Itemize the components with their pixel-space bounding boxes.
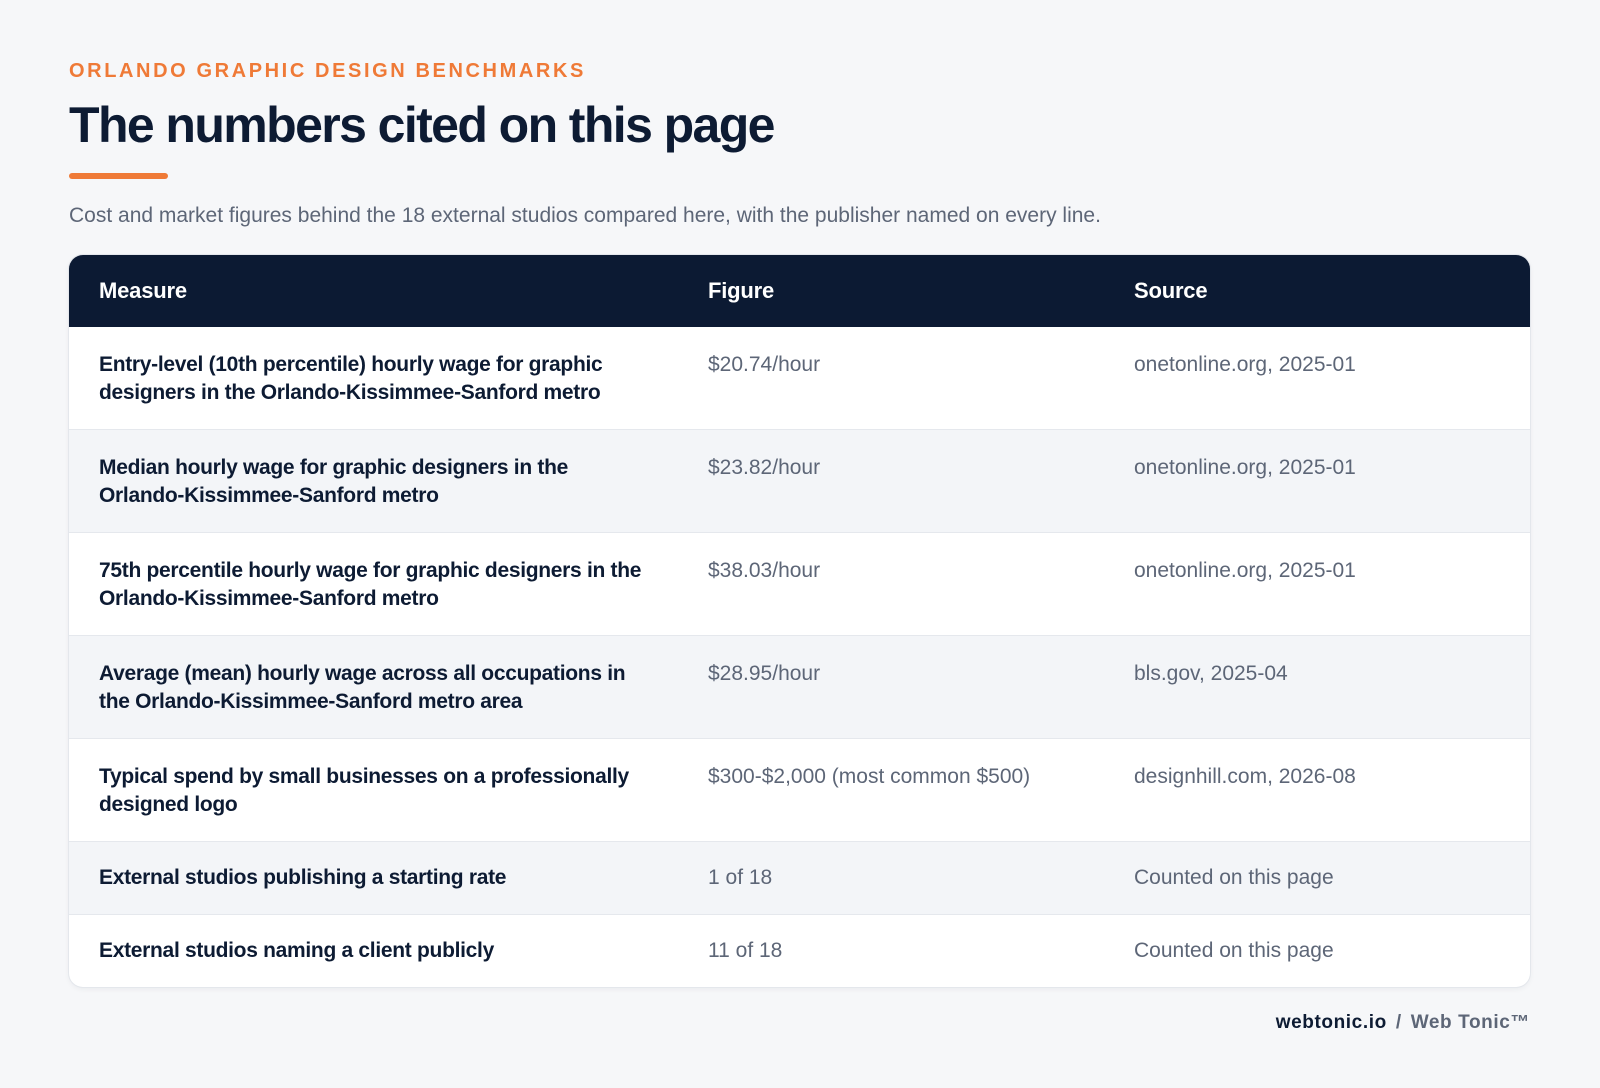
table-row xyxy=(69,327,1530,430)
footer-brand: Web Tonic™ xyxy=(1410,1012,1530,1033)
footer-domain: webtonic.io xyxy=(1275,1012,1387,1033)
source-cell: Counted on this page xyxy=(1104,842,1530,915)
footer-credit xyxy=(1276,1009,1530,1037)
source-cell: bls.gov, 2025-04 xyxy=(1104,636,1530,739)
source-cell: onetonline.org, 2025-01 xyxy=(1104,430,1530,533)
figure-cell: $38.03/hour xyxy=(678,533,1104,636)
measure-cell: Entry-level (10th percentile) hourly wage for graphic designers in the Orlando-Kissimmee-Sanford metro xyxy=(99,353,603,404)
figure-cell: $300-$2,000 (most common $500) xyxy=(678,739,1104,842)
table-row xyxy=(69,915,1530,988)
eyebrow-label: ORLANDO GRAPHIC DESIGN BENCHMARKS xyxy=(69,60,586,82)
figure-cell: $20.74/hour xyxy=(708,353,821,376)
source-cell: designhill.com, 2026-08 xyxy=(1104,739,1530,842)
column-header-figure: Figure xyxy=(678,255,1104,327)
measure-cell: Average (mean) hourly wage across all occupations in the Orlando-Kissimmee-Sanford metro area xyxy=(69,636,678,739)
table-row xyxy=(69,636,1530,739)
source-cell: Counted on this page xyxy=(1104,915,1530,988)
source-cell: onetonline.org, 2025-01 xyxy=(1104,533,1530,636)
table-row xyxy=(69,739,1530,842)
page-title: The numbers cited on this page xyxy=(69,97,774,153)
page-subtitle: Cost and market figures behind the 18 external studios compared here, with the publisher named on every line. xyxy=(69,204,1101,227)
benchmarks-page xyxy=(69,57,1530,987)
table-body xyxy=(69,327,1530,987)
measure-cell: 75th percentile hourly wage for graphic designers in the Orlando-Kissimmee-Sanford metro xyxy=(69,533,678,636)
title-accent-rule xyxy=(69,173,168,179)
benchmarks-table-card xyxy=(69,255,1530,987)
source-cell: onetonline.org, 2025-01 xyxy=(1134,353,1356,376)
table-header-row xyxy=(69,255,1530,327)
measure-cell: External studios naming a client publicly xyxy=(69,915,678,988)
figure-cell: $28.95/hour xyxy=(678,636,1104,739)
measure-cell: External studios publishing a starting rate xyxy=(69,842,678,915)
benchmarks-table xyxy=(69,255,1530,987)
table-row xyxy=(69,430,1530,533)
figure-cell: 1 of 18 xyxy=(678,842,1104,915)
measure-cell: Typical spend by small businesses on a professionally designed logo xyxy=(69,739,678,842)
measure-cell: Median hourly wage for graphic designers in the Orlando-Kissimmee-Sanford metro xyxy=(69,430,678,533)
footer-separator: / xyxy=(1395,1012,1402,1033)
figure-cell: $23.82/hour xyxy=(678,430,1104,533)
table-header xyxy=(69,255,1530,327)
table-row xyxy=(69,842,1530,915)
table-row xyxy=(69,533,1530,636)
figure-cell: 11 of 18 xyxy=(678,915,1104,988)
column-header-measure: Measure xyxy=(69,255,678,327)
column-header-source: Source xyxy=(1104,255,1530,327)
